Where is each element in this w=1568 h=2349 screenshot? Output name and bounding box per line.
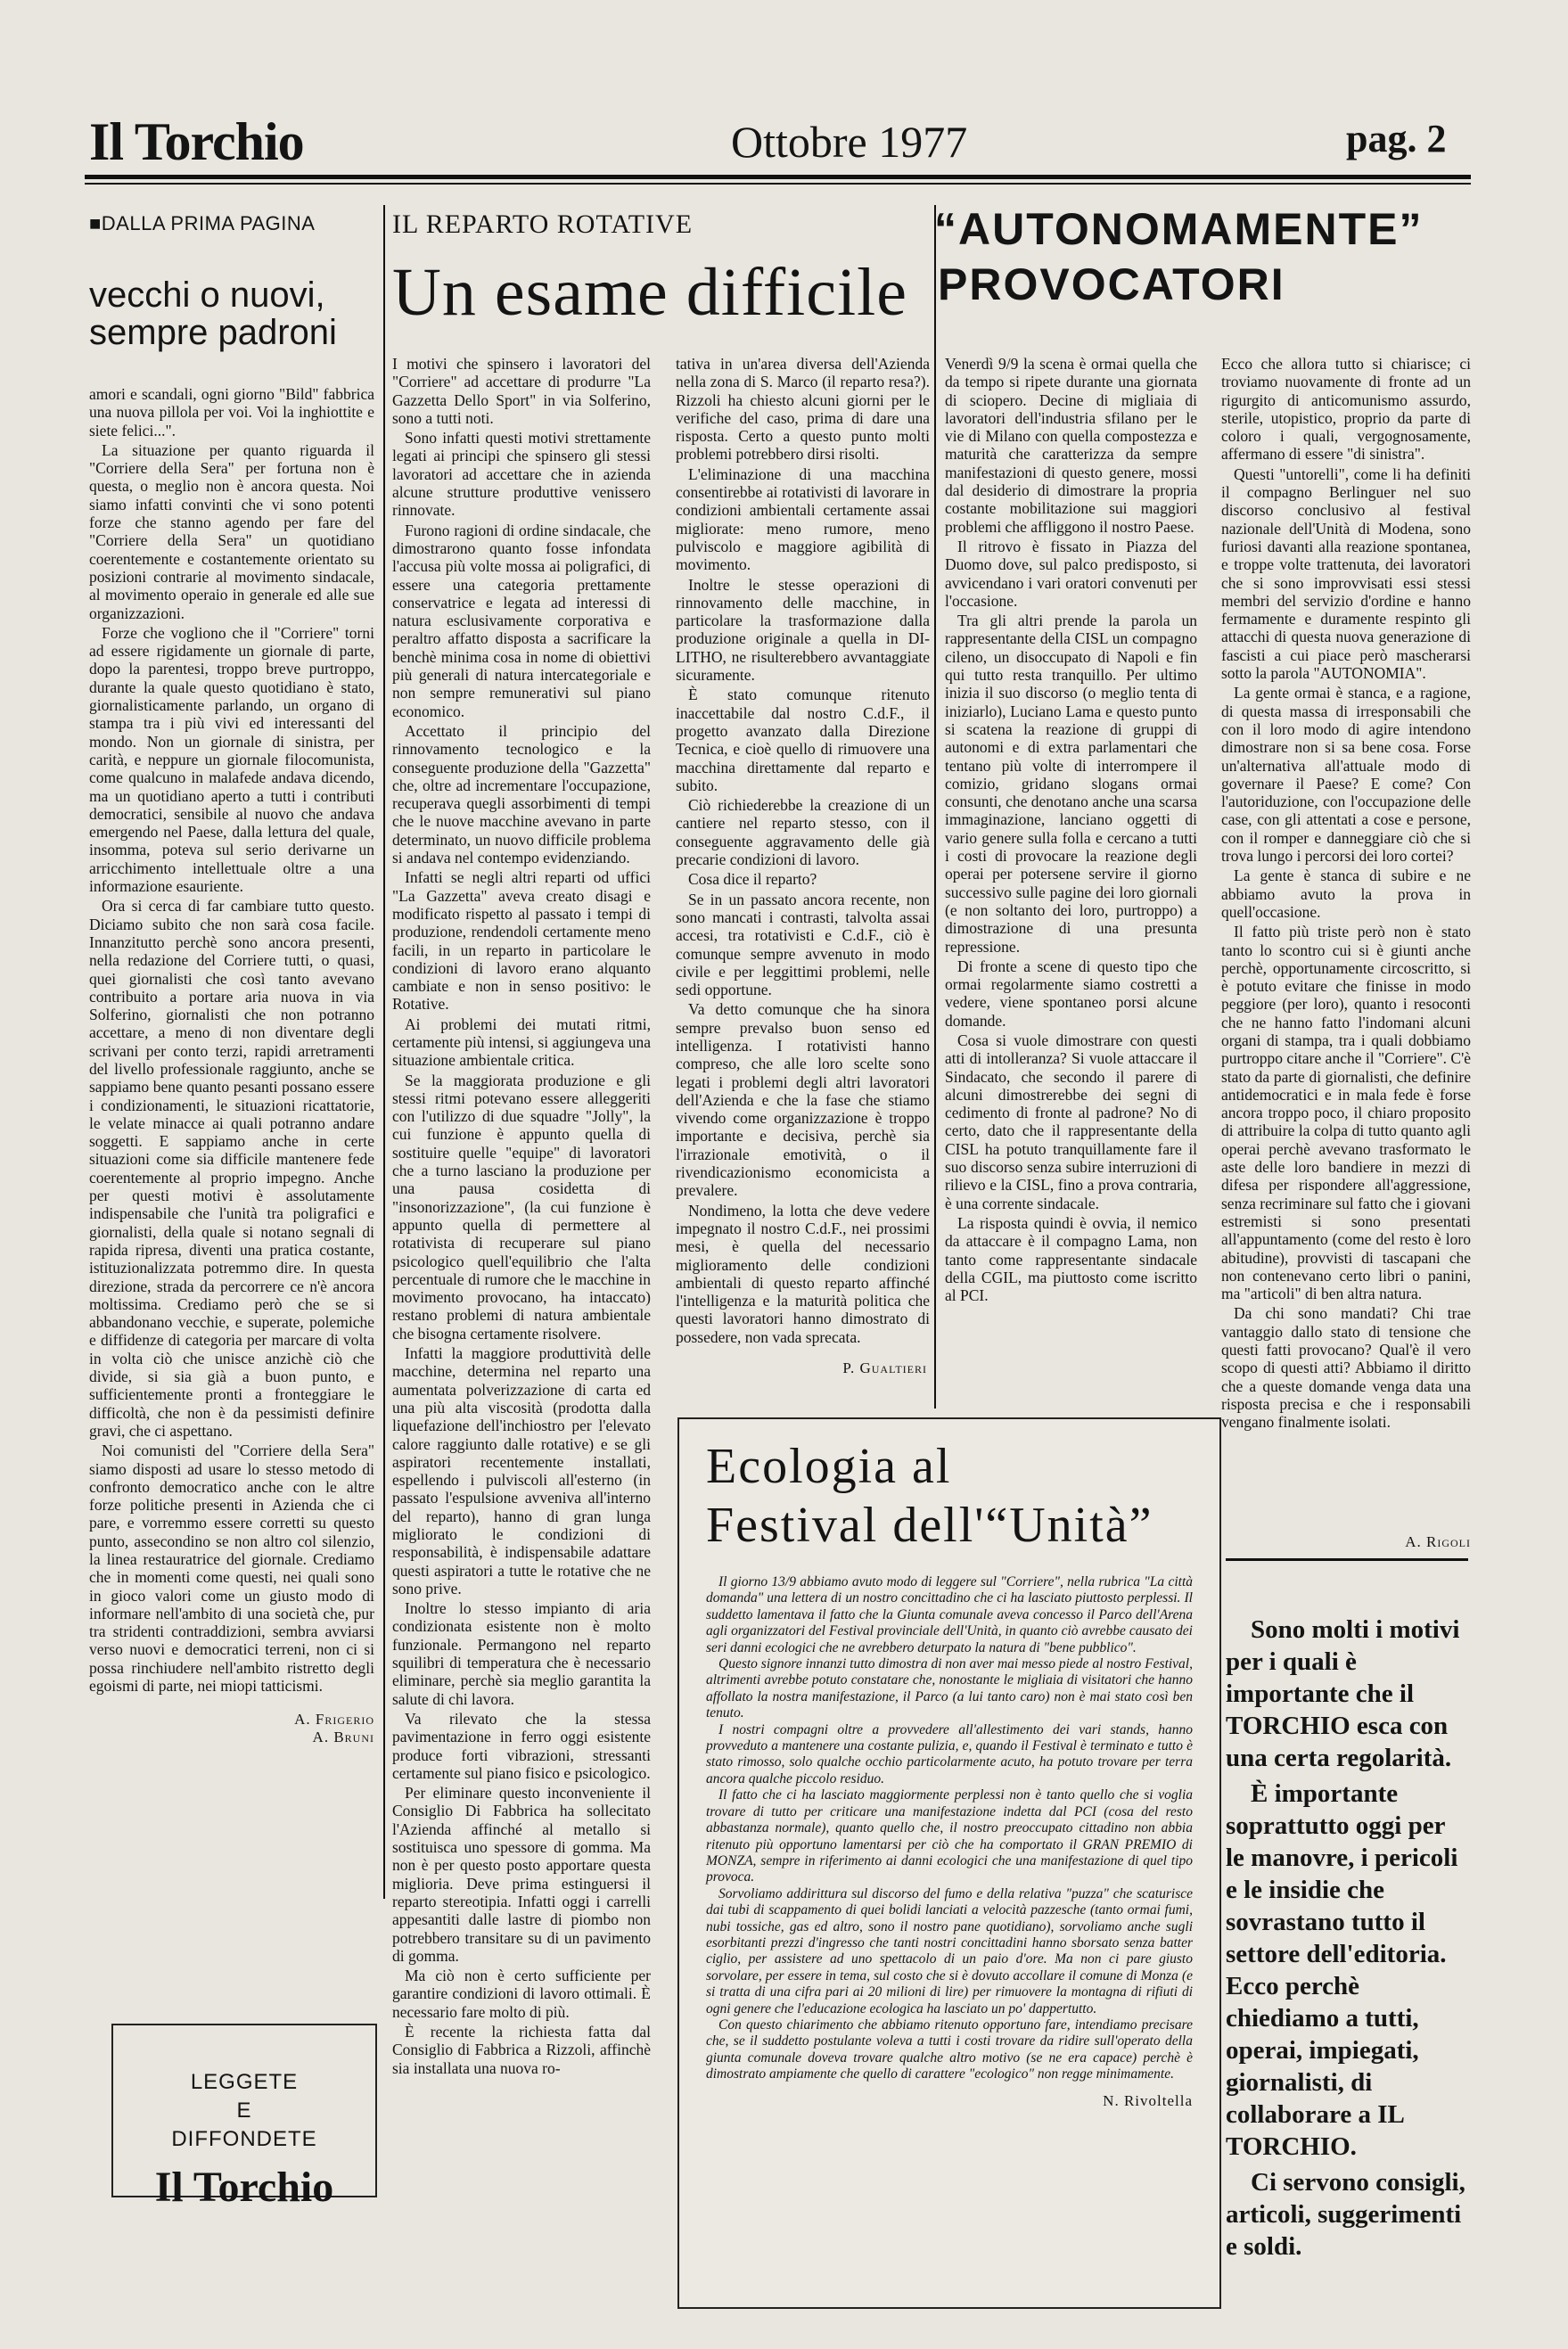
ecologia-box (677, 1417, 1221, 2309)
header-rule-thin (85, 183, 1471, 185)
issue-date: Ottobre 1977 (731, 117, 968, 167)
signature: A. Rigoli (1405, 1533, 1471, 1550)
article-column (392, 355, 651, 2079)
paragraph: Ma ciò non è certo sufficiente per garantire condizioni di lavoro ottimali. È necessario fare molto di più. (392, 1967, 651, 2021)
paragraph: Inoltre lo stesso impianto di aria condizionata esistente non è molto funzionale. Permangono nel reparto squilibri di temperatura che è necessario eliminare, perchè sia meglio garantita la salute di chi lavora. (392, 1599, 651, 1708)
paragraph: Questo signore innanzi tutto dimostra di non aver mai messo piede al nostro Festival, altrimenti avrebbe potuto constatare che, nonostante le migliaia di visitatori che hanno affollato la nostra manifestazione, il Parco (a lui tanto caro) non è mai stato così ben tenuto. (706, 1656, 1193, 1721)
column-divider (383, 205, 385, 1899)
paragraph: Con questo chiarimento che abbiamo ritenuto opportuno fare, intendiamo precisare che, se il suddetto postulante voleva a tutti i costi trovare da ridire sull'operato della giunta comunale doveva trovare qualche altro motivo (se ne era capace) perchè è dimostrato ampiamente che quello di carattere "ecologico" non regge minimamente. (706, 2016, 1193, 2082)
paragraph: Se la maggiorata produzione e gli stessi ritmi potevano essere alleggeriti con l'utilizzo di due squadre "Jolly", la cui funzione è appunto quella di sostituire quelle "equipe" di lavoratori che a turno lasciano la produzione per una pausa cosidetta di "insonorizzazione", (la cui funzione è appunto quella di permettere al rotativista di recuperare sul piano psicologico quell'equilibrio che l'alta percentuale di rumore che le macchine in movimento provocano, ha intaccato) restano problemi di natura ambientale che bisogna certamente risolvere. (392, 1071, 651, 1343)
paragraph: Ecco che allora tutto si chiarisce; ci troviamo nuovamente di fronte ad un rigurgito di anticomunismo assurdo, sterile, utopistico, proprio da parte di coloro i quali, vergognosamente, affermano di essere "di sinistra". (1221, 355, 1471, 464)
article-body (89, 385, 374, 1695)
box-line: E (236, 2098, 252, 2123)
article-body (706, 1574, 1193, 2083)
paragraph: Sorvoliamo addirittura sul discorso del fumo e della relativa "puzza" che scaturisce dai tubi di scappamento di quei bolidi lanciati a velocità pazzesche (tanto ormai fumi, nubi tossiche, gas ed altro, sono il nostro pane quotidiano), sorvoliamo anche sugli esorbitanti prezzi d'ingresso che tanti nostri concittadini hanno sborsato senza batter ciglio, per assistere ad uno spettacolo di un paio d'ore. Ma non ci pare giusto sorvolare, per essere in tema, sul costo che si è dovuto accollare il comune di Monza (e si tratta di una cifra pari ai 20 milioni di lire) per rimuovere la montagna di rifiuti di ogni genere che l'educazione ecologica ha lasciato un po' dappertutto. (706, 1885, 1193, 2016)
paragraph: Noi comunisti del "Corriere della Sera" siamo disposti ad usare lo stesso metodo di confronto democratico anche con le altre forze politiche presenti in Azienda che ci pare, e vorremmo essere corretti su questo punto, assecondino se non altro col silenzio, la linea restauratrice del giornale. Crediamo che in momenti come questi, nei quali sono in gioco valori come un giusto modo di informare nell'ambito di una società che, pur tra stridenti contraddizioni, sembra avviarsi verso nuovi e democratici terreni, non ci si possa rinchiudere nell'ambito ristretto degli egoismi di parte, nei miopi tatticismi. (89, 1441, 374, 1696)
paragraph: Se in un passato ancora recente, non sono mancati i contrasti, talvolta assai accesi, tra rotativisti e C.d.F., ciò è comunque sempre avvenuto in modo civile e per leggittimi problemi, nelle sedi opportune. (676, 890, 930, 999)
box-title: Festival dell'“Unità” (706, 1498, 1153, 1553)
paragraph: L'eliminazione di una macchina consentirebbe ai rotativisti di lavorare in condizioni ambientali certamente assai migliorate: meno rumore, meno pulviscolo e maggiore agibilità di movimento. (676, 464, 930, 574)
col1-article (89, 212, 374, 1746)
paragraph: La situazione per quanto riguarda il "Corriere della Sera" per fortuna non è questa, o meglio non è ancora questa. Noi siamo infatti convinti che vi sono potenti forze che stanno agendo per fare del "Corriere della Sera" un quotidiano coerentemente e costantemente orientato su posizioni contrarie al movimento sindacale, al movimento operaio in generale ed alle sue organizzazioni. (89, 440, 374, 622)
paragraph: I nostri compagni oltre a provvedere all'allestimento dei vari stands, hanno provveduto a mantenere una costante pulizia, e, quando il Festival è terminato e tutto è stato rimosso, solo qualche occhio particolarmente acuto, ha potuto trovare per terra ancora qualche piccolo residuo. (706, 1721, 1193, 1786)
paragraph: Tra gli altri prende la parola un rappresentante della CISL un compagno cileno, un disoccupato di Napoli e fin qui tutto resta tranquillo. Per ultimo inizia il suo discorso (o meglio tenta di iniziarlo), Luciano Lama e questo punto si scatena la reazione di gruppi di autonomi e di extra parlamentari che tentano più volte di interrompere il comizio, gridano slogans ormai consunti, che denotano anche una scarsa immaginazione, lanciano oggetti di vario genere sulla folla e cercano a tutti i costi di provocare la reazione degli operai per potersene servire il giorno successivo sulle pagine dei loro giornali (e non soltanto dei loro, purtroppo) a dimostrazione di una presunta repressione. (945, 612, 1197, 956)
appeal-text (1226, 1614, 1468, 2266)
paragraph: I motivi che spinsero i lavoratori del "Corriere" ad accettare di produrre "La Gazzetta Dello Sport" in via Solferino, sono a tutti noti. (392, 355, 651, 427)
paragraph: Va rilevato che la stessa pavimentazione in ferro oggi esistente produce forti vibrazioni, stressanti certamente sul piano fisico e psicologico. (392, 1709, 651, 1782)
paragraph: Nondimeno, la lotta che deve vedere impegnato il nostro C.d.F., nei prossimi mesi, è quella del necessario miglioramento delle condizioni ambientali di questo reparto affinché l'intelligenza e la maturità politica che questi lavoratori hanno dimostrato di possedere, non vada sprecata. (676, 1201, 930, 1346)
headline: “AUTONOMAMENTE” (934, 204, 1424, 254)
paragraph: Per eliminare questo inconveniente il Consiglio Di Fabbrica ha sollecitato l'Azienda affinché al metallo si sostituisca uno spessore di gomma. Ma non è per questo posto apportare questa miglioria. Deve prima estinguersi il reparto stereotipia. Infatti oggi i carrelli appesantiti dalle lastre di piombo non potrebbero transitare su di un pavimento di gomma. (392, 1784, 651, 1965)
headline: vecchi o nuovi, sempre padroni (89, 275, 337, 352)
paragraph: Furono ragioni di ordine sindacale, che dimostrarono quanto fosse infondata l'accusa più volte mossa ai poligrafici, di essere una categoria prettamente conservatrice e legata ad interessi di natura esclusivamente corporativa e peraltro affatto disposta a sacrificare la benchè minima cosa in nome di obiettivi più generali di natura intercategoriale e non sempre remunerativi sul piano economico. (392, 521, 651, 720)
paragraph: La risposta quindi è ovvia, il nemico da attaccare è il compagno Lama, non tanto come rappresentante sindacale della CGIL, ma piuttosto come iscritto al PCI. (945, 1213, 1197, 1305)
paragraph: Questi "untorelli", come li ha definiti il compagno Berlinguer nel suo discorso conclusivo al festival nazionale dell'Unità di Modena, sono furiosi davanti alla reazione spontanea, e troppe volte trattenuta, dei lavoratori che si sono improvvisati essi stessi membri del servizio d'ordine e hanno fermamente e duramente respinto gli attacchi di questa nuova generazione di fascisti a cui piace però mascherarsi sotto la parola "AUTONOMIA". (1221, 464, 1471, 683)
paragraph: tativa in un'area diversa dell'Azienda nella zona di S. Marco (il reparto resa?). Rizzoli ha chiesto alcuni giorni per le verifiche del caso, prima di dare una risposta. Certo a questo punto molti problemi potrebbero dirsi risolti. (676, 355, 930, 464)
kicker: IL REPARTO ROTATIVE (392, 209, 694, 239)
paragraph: Forze che vogliono che il "Corriere" torni ad essere rigidamente un giornale di parte, dopo la parentesi, troppo breve purtroppo, durante la quale questo quotidiano è stato, giornalisticamente parlando, un organo di stampa tra i più vivi ed interessanti del mondo. Non un giornale di sinistra, per carità, e neppure un giornale filocomunista, come qualcuno in malafede andava dicendo, ma un quotidiano aperto a tutti i contributi democratici, sensibile al nuovo che andava emergendo nel Paese, dalla lettura del quale, insomma, poteva sul serio derivarne un arricchimento intellettuale oltre a una informazione esauriente. (89, 623, 374, 896)
headline: Un esame difficile (392, 255, 907, 330)
paragraph: Infatti se negli altri reparti od uffici "La Gazzetta" aveva creato disagi e modificato rispetto al passato i tempi di produzione, rendendoli certamente meno facili, in un reparto in particolare le condizioni di lavoro erano alquanto cambiate e non in senso positivo: le Rotative. (392, 868, 651, 1014)
paragraph: Il fatto più triste però non è stato tanto lo scontro cui si è giunti anche perchè, opportunamente circoscritto, si è potuto evitare che finisse in modo peggiore (per loro), quanto i resoconti che ne hanno fatto l'indomani alcuni organi di stampa, tra i quali dobbiamo purtroppo citare anche il "Corriere". C'è stato da parte di giornalisti, che definire antidemocratici e in mala fede è forse ancora troppo poco, il chiaro proposito di attribuire la colpa di tutto quanto agli operai perchè avevano trasformato le aste delle loro bandiere in mezzi di difesa per rispondere all'aggressione, senza recriminare sul fatto che i giovani estremisti si sono presentati all'appuntamento (come del resto è loro abitudine), provvisti di tascapani che non contenevano certo libri o panini, ma "articoli" di ben altra natura. (1221, 923, 1471, 1303)
paragraph: Ciò richiederebbe la creazione di un cantiere nel reparto stesso, con il conseguente aggravamento delle già precarie condizioni di lavoro. (676, 796, 930, 869)
paragraph: Di fronte a scene di questo tipo che ormai regolarmente siamo costretti a vedere, viene spontaneo porsi alcune domande. (945, 957, 1197, 1030)
paragraph: Ci servono consigli, articoli, suggerimenti e soldi. (1226, 2168, 1465, 2261)
article-column (945, 355, 1197, 1306)
box-title: Ecologia al (706, 1439, 952, 1494)
paragraph: È stato comunque ritenuto inaccettabile dal nostro C.d.F., il progetto avanzato dalla Direzione Tecnica, e cioè quello di rimuovere una macchina direttamente dal reparto e subito. (676, 686, 930, 794)
paragraph: Da chi sono mandati? Chi trae vantaggio dallo stato di tensione che questi fatti provocano? Qual'è il vero scopo di questi atti? Abbiamo il diritto che a queste domande venga data una risposta precisa e che i responsabili vengano finalmente isolati. (1221, 1304, 1471, 1432)
paragraph: Ai problemi dei mutati ritmi, certamente più intensi, si aggiungeva una situazione ambientale critica. (392, 1014, 651, 1070)
leggete-box (111, 2024, 377, 2211)
column-divider (934, 205, 936, 1409)
paragraph: Il ritrovo è fissato in Piazza del Duomo dove, sul palco predisposto, si avvicendano i vari oratori convenuti per l'occasione. (945, 537, 1197, 610)
paragraph: Il giorno 13/9 abbiamo avuto modo di leggere sul "Corriere", nella rubrica "La città domanda" una lettera di un nostro concittadino che ci ha lasciato piuttosto perplessi. Il suddetto lamentava il fatto che la Giunta comunale aveva concesso il Parco dell'Arena agli organizzatori del Festival provinciale dell'Unità, in quanto ciò avrebbe causato dei seri danni ecologici che ne avrebbero deturpato la natura di "bene pubblico". (706, 1574, 1193, 1655)
paragraph: La gente è stanca di subire e ne abbiamo avuto la prova in quell'occasione. (1221, 867, 1471, 921)
paragraph: Ora si cerca di far cambiare tutto questo. Diciamo subito che non sarà cosa facile. Innanzitutto perchè sono ancora presenti, nella redazione del Corriere tutti, o quasi, quei giornalisti che così tanto avevano contribuito a portare aria nuova in via Solferino, giornalisti che non potranno accettare, a meno di non diventare degli scrivani per conto terzi, rapidi arretramenti del livello professionale raggiunto, anche se sappiamo bene quanto pesanti possano essere i condizionamenti, le situazioni ricattatorie, le velate minacce ai quali potranno andare soggetti. E sappiamo anche in certe situazioni come sia difficile mantenere fede coerentemente al proprio impegno. Anche per questi motivi è assolutamente indispensabile che l'unità tra poligrafici e giornalisti, della quale si notano segnali di rapida ripresa, diventi una pratica costante, istituzionalizzata potremmo dire. In questa direzione, strada da percorrere ce n'è ancora moltissima. Crediamo però che se si abbandonano vecchie, e superate, polemiche e diffidenze di categoria per marcare di volta in volta ciò che unisce anzichè ciò che divide, si sia già a buon punto, e sufficientemente pronti a fronteggiare le difficoltà, che non è da pessimisti definire gravi, che ci aspettano. (89, 897, 374, 1440)
box-masthead: Il Torchio (154, 2164, 334, 2211)
paragraph: Il fatto che ci ha lasciato maggiormente perplessi non è tanto quello che si voglia trovare di tutto per criticare una manifestazione indetta dal PCI (cosa del resto abbastanza normale), quanto quello che, il nostro preoccupato cittadino non abbia ritenuto più opportuno lamentarsi per ciò che ha comportato il GRAN PREMIO di MONZA, sempre in riferimento ai danni ecologici che una manifestazione di quel tipo provoca. (706, 1787, 1193, 1885)
masthead: Il Torchio (89, 112, 304, 171)
paragraph: Cosa dice il reparto? (688, 870, 817, 889)
box-line: LEGGETE (190, 2070, 299, 2094)
paragraph: Sono molti i motivi per i quali è importante che il TORCHIO esca con una certa regolarità. (1226, 1615, 1460, 1772)
paragraph: Venerdì 9/9 la scena è ormai quella che da tempo si ripete durante una giornata di sciopero. Decine di migliaia di lavoratori dell'industria sfilano per le vie di Milano con quella compostezza e maturità che caratterizza da sempre manifestazioni di questo genere, mossi dal desiderio di dimostrare la propria costante mobilitazione sui maggiori problemi che affliggono il nostro Paese. (945, 355, 1197, 536)
paragraph: La gente ormai è stanca, e a ragione, di questa massa di irresponsabili che con il loro modo di agire intendono dimostrare non si sa bene cosa. Forse un'alternativa all'attuale modo di governare il Paese? E come? Con l'autoriduzione, con l'occupazione delle case, con gli attentati a cose e persone, con il romper e danneggiare ciò che si trova lungo i percorsi dei loro cortei? (1221, 684, 1471, 866)
paragraph: È recente la richiesta fatta dal Consiglio di Fabbrica a Rizzoli, affinchè sia installata una nuova ro- (392, 2023, 651, 2077)
paragraph: Sono infatti questi motivi strettamente legati ai principi che spinsero gli stessi lavoratori ad accettare che in azienda alcune strutture produttive venissero rinnovate. (392, 429, 651, 520)
signature: A. Frigerio (294, 1711, 374, 1729)
appeal-rule (1226, 1558, 1468, 1561)
page-number: pag. 2 (1346, 117, 1447, 160)
paragraph: Infatti la maggiore produttività delle macchine, determina nel reparto una aumentata polverizzazione di carta ed una più alta viscosità (prodotta dalla liquefazione dell'inchiostro per l'elevato calore raggiunto dalle rotative) e se gli aspiratori recentemente installati, espellendo i pulviscoli all'esterno (in passato l'espulsione avveniva all'interno del reparto), hanno di gran lunga migliorato le condizioni di responsabilità, è indispensabile adattare questi aspiratori a tutte le rotative che ne sono prive. (392, 1344, 651, 1597)
box-line: DIFFONDETE (171, 2127, 317, 2151)
paragraph: Inoltre le stesse operazioni di rinnovamento delle macchine, in particolare la trasformazione dalla produzione originale a quella in DI-LITHO, ne risulterebbero avvantaggiate sicuramente. (676, 575, 930, 685)
signature: A. Bruni (312, 1729, 374, 1746)
paragraph: Va detto comunque che ha sinora sempre prevalso buon senso ed intelligenza. I rotativisti hanno compreso, che alle loro scelte sono legati i problemi degli altri lavoratori dell'Azienda e che la fase che stiamo vivendo come organizzazione è troppo importante e decisiva, perchè sia l'irrazionale emotività, o il rivendicazionismo economicista a prevalere. (676, 1000, 930, 1200)
signature: P. Gualtieri (842, 1359, 927, 1376)
headline: PROVOCATORI (938, 259, 1285, 309)
article-column (1221, 355, 1471, 1433)
paragraph: È importante soprattutto oggi per le manovre, i pericoli e le insidie che sovrastano tutto il settore dell'editoria. Ecco perchè chiediamo a tutti, operai, impiegati, giornalisti, di collaborare a IL TORCHIO. (1226, 1779, 1458, 2161)
kicker: ■DALLA PRIMA PAGINA (89, 212, 316, 234)
paragraph: Accettato il principio del rinnovamento tecnologico e la conseguente produzione della "Gazzetta" che, oltre ad incrementare l'occupazione, recuperava quegli assorbimenti di tempi che le nuove macchine avevano in parte determinato, un nuovo difficile problema si andava nel contempo evidenziando. (392, 721, 651, 867)
header-rule (85, 175, 1471, 179)
signature: N. Rivoltella (1103, 2091, 1193, 2109)
article-column (676, 355, 930, 1348)
paragraph: Cosa si vuole dimostrare con questi atti di intolleranza? Si vuole attaccare il Sindacato, che secondo il parere di alcuni dimostrerebbe dei segni di cedimento di fronte al padrone? No di certo, dato che il rappresentante della CISL ha potuto tranquillamente fare il suo discorso senza subire interruzioni di rilievo e la CISL, fino a prova contraria, è una corrente sindacale. (945, 1031, 1197, 1212)
paragraph: amori e scandali, ogni giorno "Bild" fabbrica una nuova pillola per voi. Voi la inghiottite e siete felici...". (89, 385, 374, 439)
